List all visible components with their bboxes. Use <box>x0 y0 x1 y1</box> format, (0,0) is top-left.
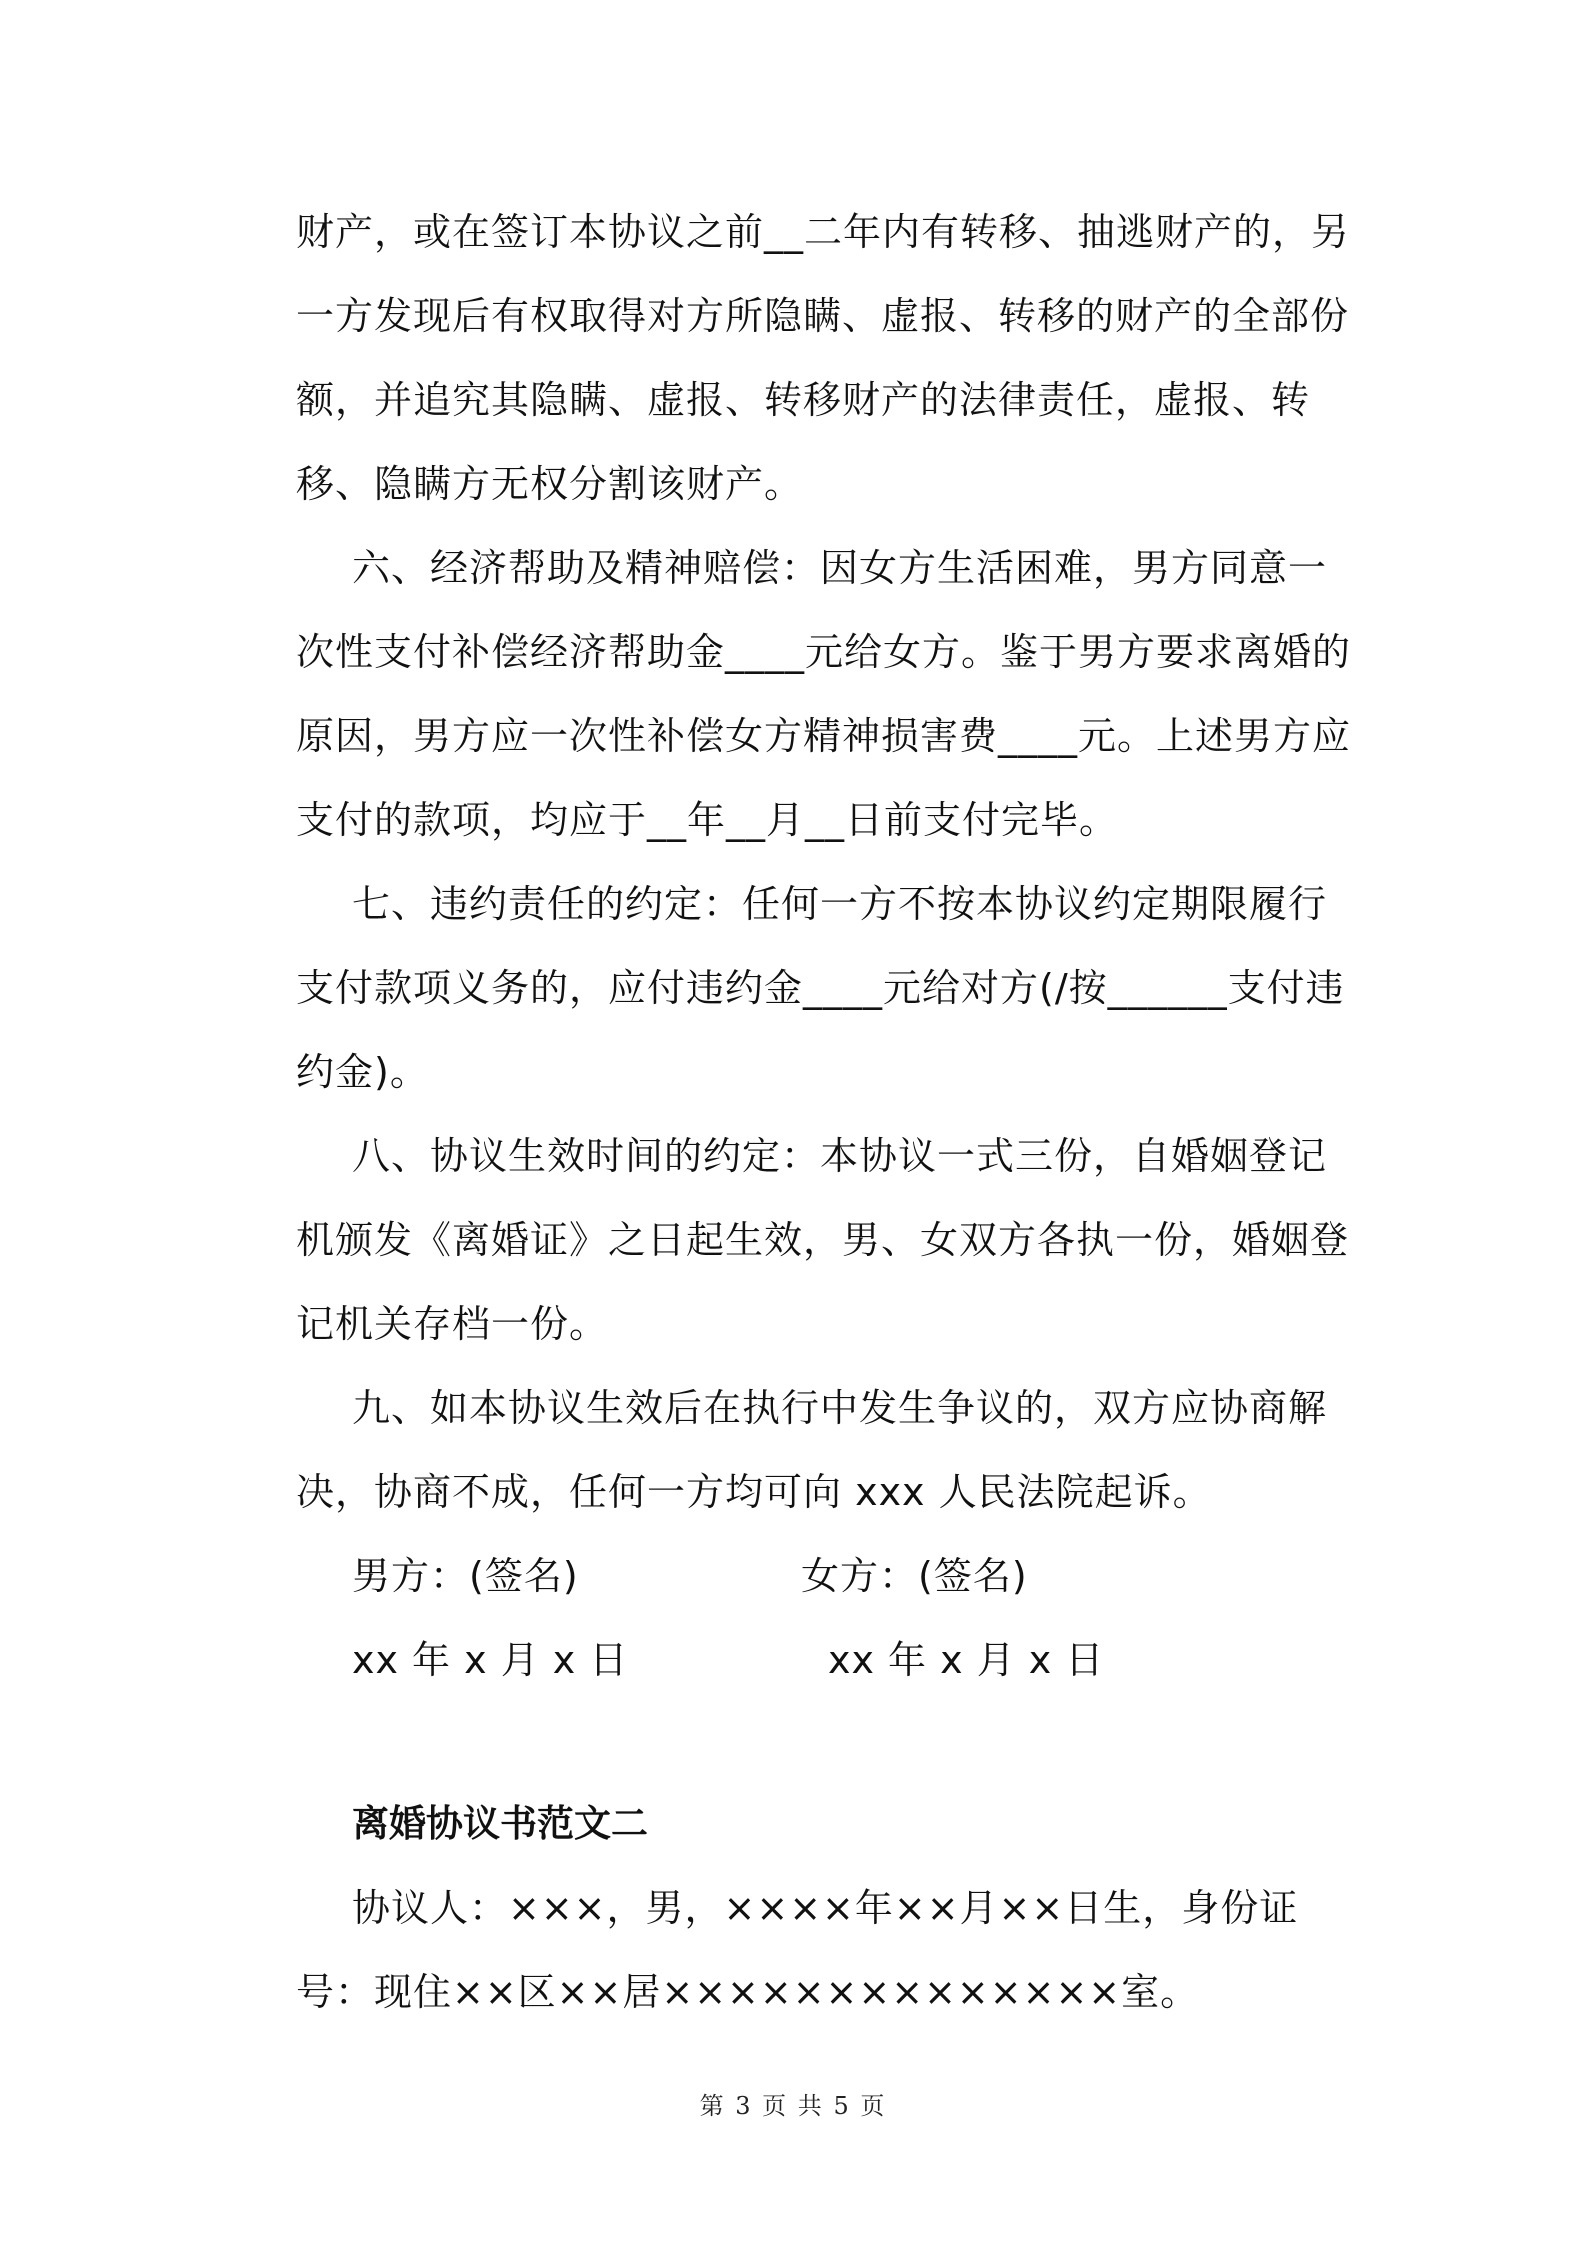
signature-label-row <box>296 1534 1356 1618</box>
female-signature-date: xx 年 x 月 x 日 <box>828 1638 1105 1682</box>
male-signature-label: 男方：(签名) <box>352 1554 579 1598</box>
paragraph-property-concealment: 财产，或在签订本协议之前__二年内有转移、抽逃财产的，另一方发现后有权取得对方所隐瞒、虚报、转移的财产的全部份额，并追究其隐瞒、虚报、转移财产的法律责任，虚报、转移、隐瞒方无权分割该财产。 <box>296 210 1351 506</box>
paragraph-clause-9: 九、如本协议生效后在执行中发生争议的，双方应协商解决，协商不成，任何一方均可向 xxx 人民法院起诉。 <box>296 1386 1328 1514</box>
signature-date-row <box>296 1618 1356 1702</box>
paragraph-clause-6: 六、经济帮助及精神赔偿：因女方生活困难，男方同意一次性支付补偿经济帮助金____元给女方。鉴于男方要求离婚的原因，男方应一次性补偿女方精神损害费____元。上述男方应支付的款项，均应于__年__月__日前支付完毕。 <box>296 546 1352 842</box>
paragraph-parties: 协议人：×××，男，××××年××月××日生，身份证号：现住××区××居××××××××××××××室。 <box>296 1886 1299 2014</box>
paragraph-clause-8: 八、协议生效时间的约定：本协议一式三份，自婚姻登记机颁发《离婚证》之日起生效，男、女双方各执一份，婚姻登记机关存档一份。 <box>296 1134 1350 1346</box>
male-signature-date: xx 年 x 月 x 日 <box>352 1638 629 1682</box>
paragraph-clause-7: 七、违约责任的约定：任何一方不按本协议约定期限履行支付款项义务的，应付违约金____元给对方(/按______支付违约金)。 <box>296 882 1345 1094</box>
page-number-footer: 第 3 页 共 5 页 <box>699 2092 887 2120</box>
document-body <box>296 190 1356 2034</box>
female-signature-label: 女方：(签名) <box>801 1554 1028 1598</box>
section-title: 离婚协议书范文二 <box>352 1802 648 1845</box>
